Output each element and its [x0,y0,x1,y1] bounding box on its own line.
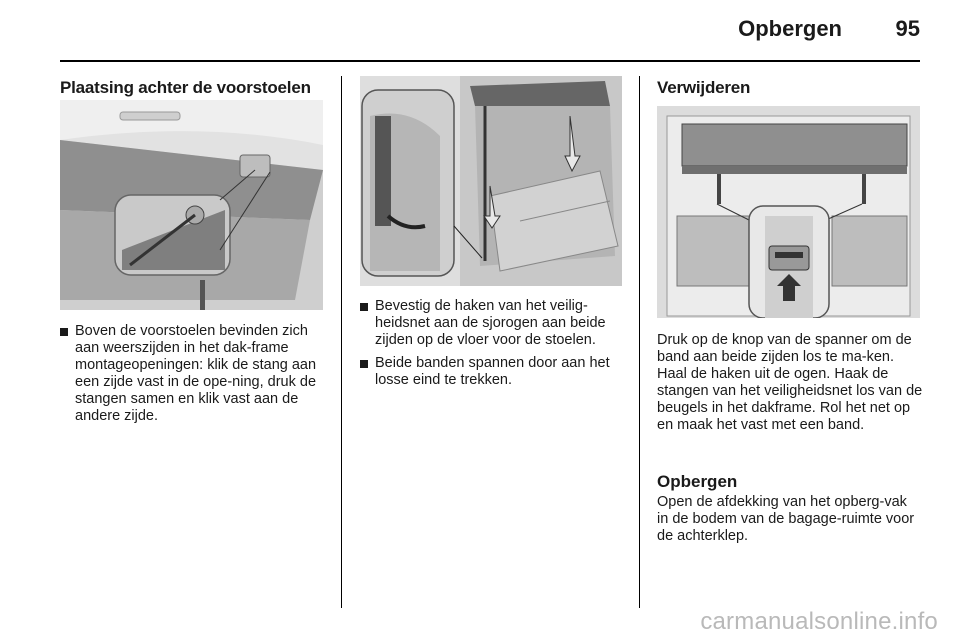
bullet-list-col2 [360,298,622,395]
bullet-list-col1 [60,323,330,431]
removal-instructions: Druk op de knop van de spanner om de band aan beide zijden los te ma-ken. Haal de haken uit de ogen. Haak de stangen van het veiligheidsnet los van de beugels in het dakframe. Rol het net op en maak het vast met een band. [657,332,923,433]
strap-release-illustration-icon [657,106,920,318]
list-item: Bevestig de haken van het veilig-heidsnet aan de sjorogen aan beide zijden op de vloer voor de stoelen. [360,298,622,349]
list-item: Boven de voorstoelen bevinden zich aan weerszijden in het dak-frame montageopeningen: klik de stang aan een zijde vast in de ope-ning, druk de stangen samen en klik vast aan de andere zijde. [60,323,330,425]
watermark: carmanualsonline.info [700,608,938,635]
header-divider [60,60,920,62]
list-item: Beide banden spannen door aan het losse eind te trekken. [360,355,622,389]
floor-anchor-illustration-icon [360,76,622,286]
page-number: 95 [895,16,920,41]
storage-instructions: Open de afdekking van het opberg-vak in de bodem van de bagage-ruimte voor de achterklep. [657,494,915,544]
column-divider-1 [341,76,342,608]
ceiling-mount-illustration-icon [60,100,323,310]
section-title-remove: Verwijderen [657,78,751,97]
section-title-placement: Plaatsing achter de voorstoelen [60,78,311,97]
column-divider-2 [639,76,640,608]
page-header-title: Opbergen [738,16,842,41]
subsection-title-storage: Opbergen [657,472,738,491]
